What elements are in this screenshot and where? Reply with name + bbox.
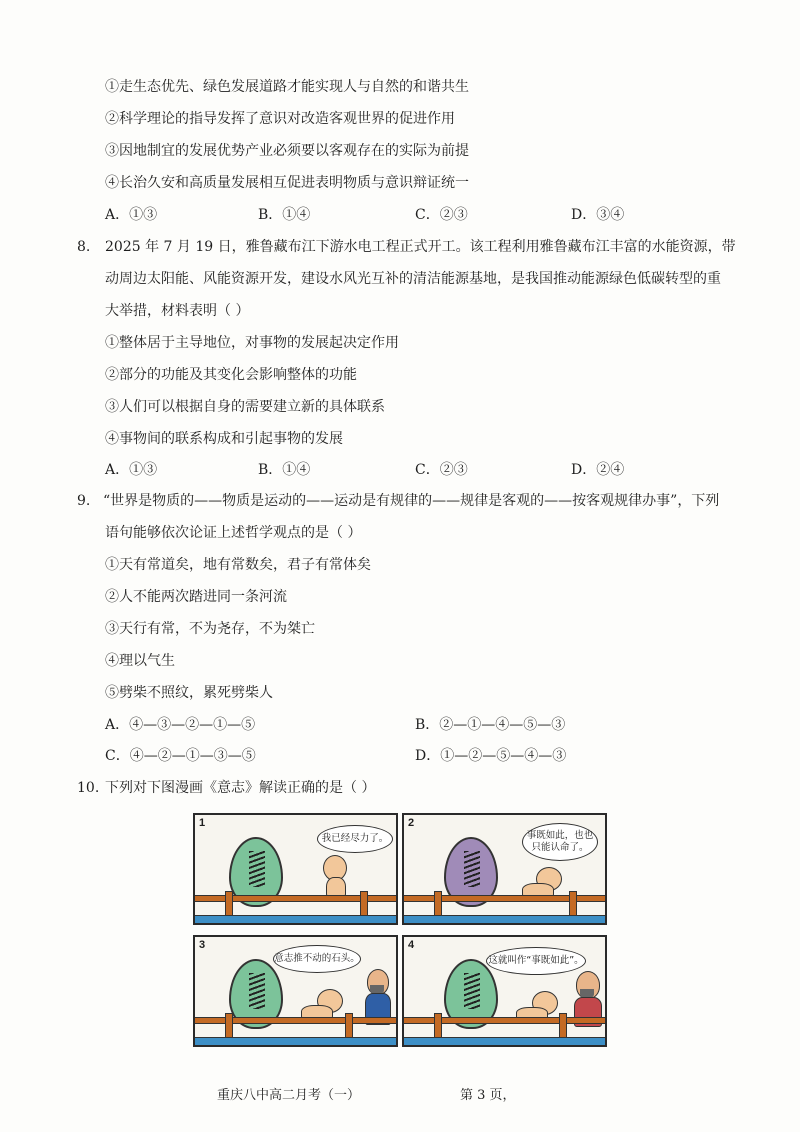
q10-stem: 下列对下图漫画《意志》解读正确的是（ ） [105, 780, 376, 796]
panel-number: 4 [408, 939, 415, 951]
fence-post [559, 1013, 567, 1039]
comic-panel-4 [402, 935, 607, 1047]
rock-shading [464, 851, 480, 887]
ground-strip [404, 1037, 605, 1046]
q9-number: 9. [77, 493, 91, 509]
q8-option-c: C．②③ [415, 462, 468, 478]
speech-bubble: 我已经尽力了。 [317, 825, 393, 853]
fence-post [569, 891, 577, 917]
q8-item-4: ④事物间的联系构成和引起事物的发展 [105, 431, 343, 447]
panel-number: 2 [408, 817, 415, 829]
q9-option-b: B．②—①—④—⑤—③ [415, 717, 566, 733]
q8-item-2: ②部分的功能及其变化会影响整体的功能 [105, 367, 357, 383]
q9-option-c: C．④—②—①—③—⑤ [105, 748, 256, 764]
q7-item-1: ①走生态优先、绿色发展道路才能实现人与自然的和谐共生 [105, 79, 469, 95]
q9-item-2: ②人不能两次踏进同一条河流 [105, 589, 287, 605]
q8-stem-line-2: 动周边太阳能、风能资源开发，建设水风光互补的清洁能源基地，是我国推动能源绿色低碳转型的重 [105, 271, 721, 287]
q8-item-1: ①整体居于主导地位，对事物的发展起决定作用 [105, 335, 399, 351]
q8-option-a: A．①③ [105, 462, 158, 478]
speech-bubble: 事既如此，也也只能认命了。 [522, 823, 598, 861]
ground-strip [404, 915, 605, 924]
comic-panel-2 [402, 813, 607, 925]
q7-option-a: A．①③ [105, 207, 158, 223]
q9-item-4: ④理以气生 [105, 653, 175, 669]
q8-option-d: D．②④ [571, 462, 625, 478]
q9-stem-line-1: “世界是物质的——物质是运动的——运动是有规律的——规律是客观的——按客观规律办事”，下列 [103, 493, 720, 509]
q7-item-3: ③因地制宜的发展优势产业必须要以客观存在的实际为前提 [105, 143, 469, 159]
fence-post [225, 891, 233, 917]
q7-option-c: C．②③ [415, 207, 468, 223]
ground-strip [195, 915, 396, 924]
q9-stem-line-2: 语句能够依次论证上述哲学观点的是（ ） [105, 525, 362, 541]
fence-post [434, 1013, 442, 1039]
fence-post [434, 891, 442, 917]
q8-stem-line-3: 大举措，材料表明（ ） [105, 303, 250, 319]
q9-item-1: ①天有常道矣，地有常数矣，君子有常体矣 [105, 557, 371, 573]
comic-panel-3 [193, 935, 398, 1047]
comic-strip [193, 813, 611, 1053]
panel-number: 1 [199, 817, 206, 829]
q8-number: 8. [77, 239, 91, 255]
fence-post [225, 1013, 233, 1039]
q7-option-d: D．③④ [571, 207, 625, 223]
ground-strip [195, 1037, 396, 1046]
q8-item-3: ③人们可以根据自身的需要建立新的具体联系 [105, 399, 385, 415]
footer-exam-name: 重庆八中高二月考（一） [217, 1088, 361, 1103]
q9-item-5: ⑤劈柴不照纹，累死劈柴人 [105, 685, 273, 701]
footer-page-number: 第 3 页， [460, 1088, 516, 1103]
speech-bubble: 意志推不动的石头。 [273, 945, 361, 973]
rock-shading [249, 851, 265, 887]
q9-option-a: A．④—③—②—①—⑤ [105, 717, 256, 733]
fence-post [345, 1013, 353, 1039]
rock-shading [464, 973, 480, 1009]
q10-number: 10. [77, 780, 100, 796]
q7-option-b: B．①④ [258, 207, 311, 223]
q7-item-4: ④长治久安和高质量发展相互促进表明物质与意识辩证统一 [105, 175, 469, 191]
q8-option-b: B．①④ [258, 462, 311, 478]
q9-item-3: ③天行有常，不为尧存，不为桀亡 [105, 621, 315, 637]
fence-post [360, 891, 368, 917]
q7-item-2: ②科学理论的指导发挥了意识对改造客观世界的促进作用 [105, 111, 455, 127]
q8-stem-line-1: 2025 年 7 月 19 日，雅鲁藏布江下游水电工程正式开工。该工程利用雅鲁藏布江丰富的水能资源，带 [105, 239, 736, 255]
comic-panel-1 [193, 813, 398, 925]
q9-option-d: D．①—②—⑤—④—③ [415, 748, 567, 764]
panel-number: 3 [199, 939, 206, 951]
rock-shading [249, 973, 265, 1009]
speech-bubble: 这就叫作“事既如此”。 [486, 947, 586, 975]
